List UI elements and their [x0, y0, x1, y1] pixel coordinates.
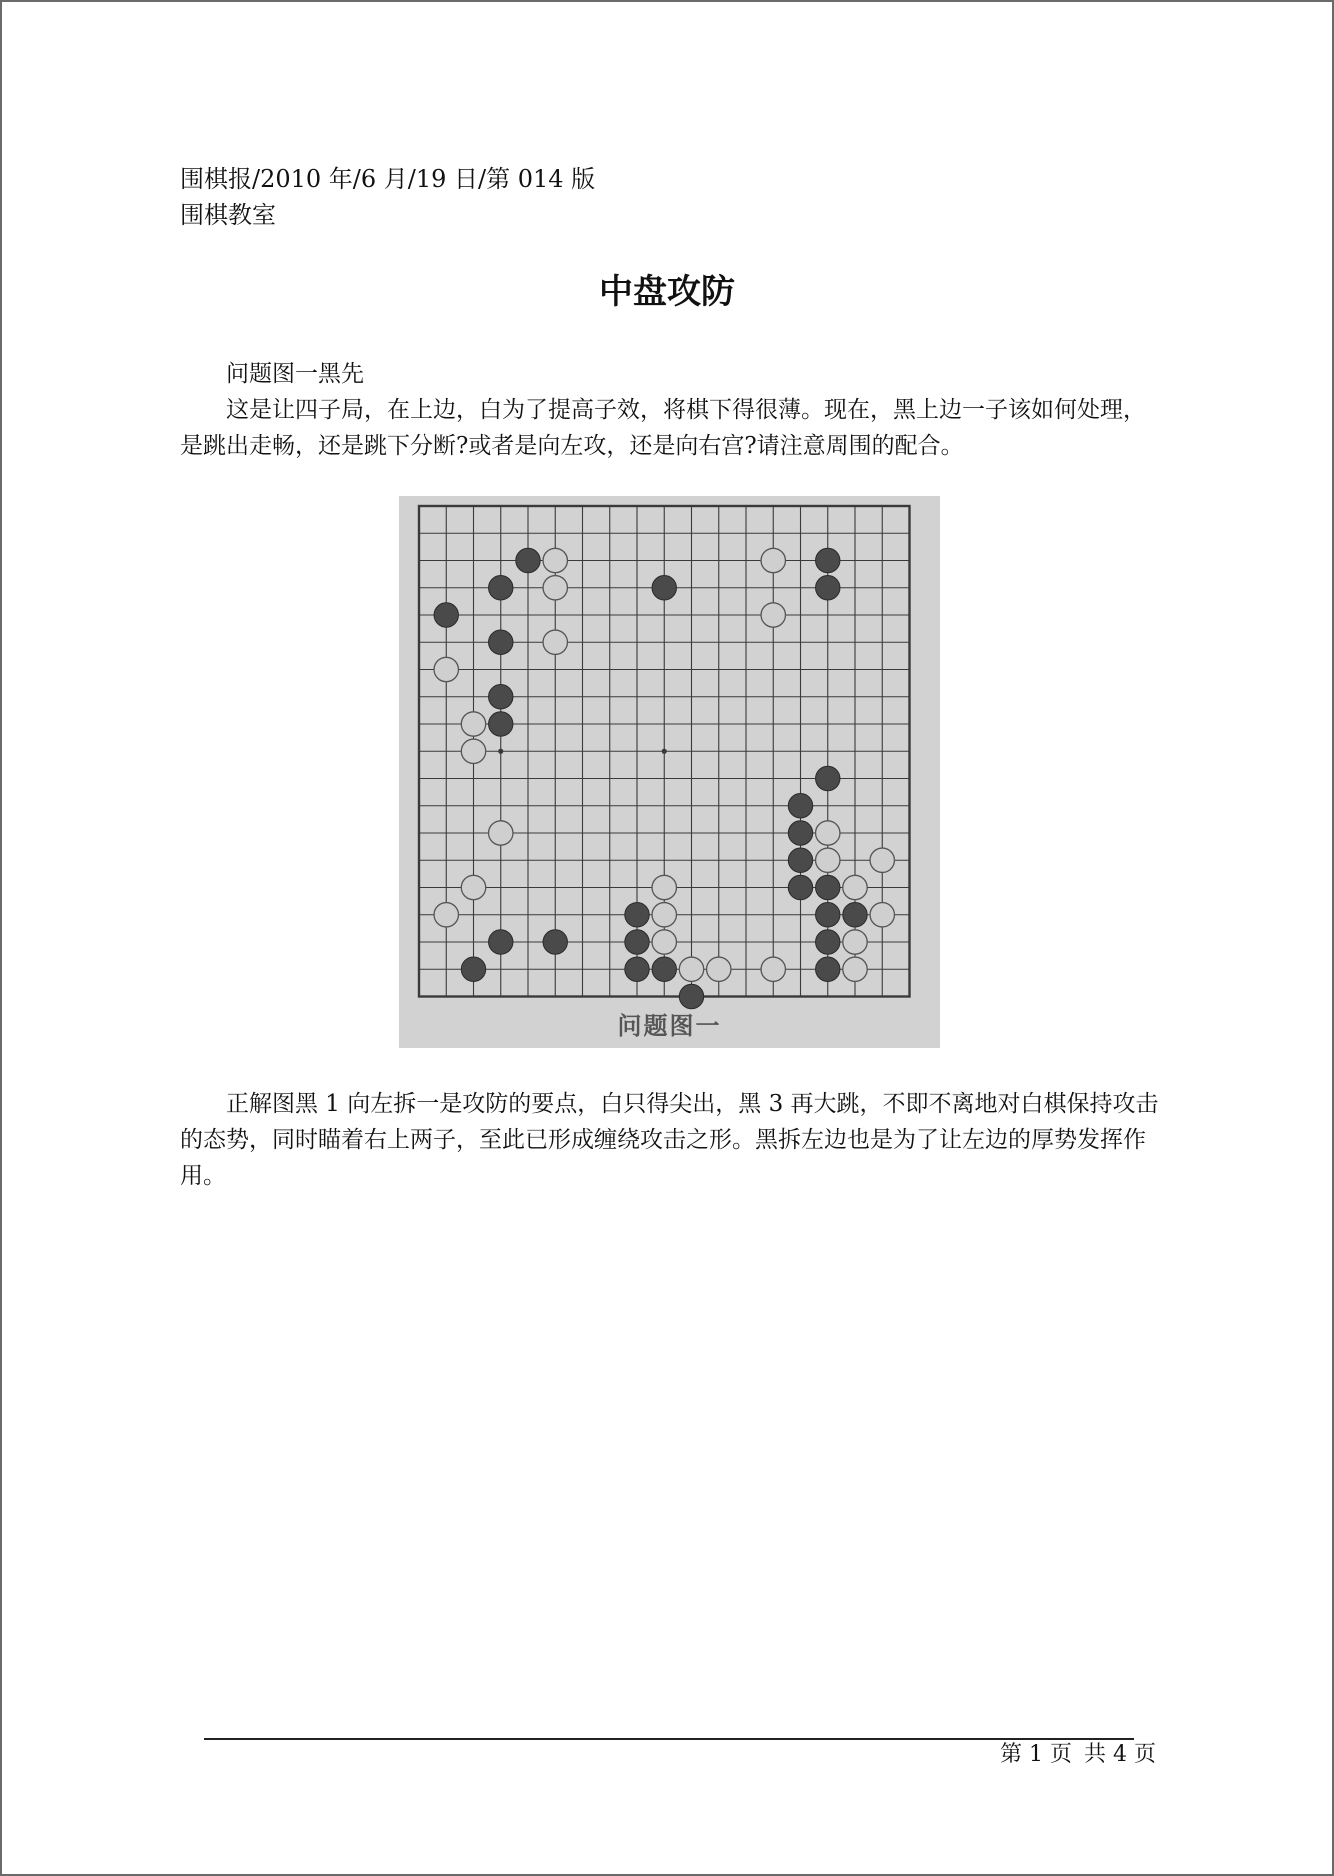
- question-label: [180, 356, 1160, 392]
- question-label-text: 问题图一黑先: [226, 361, 364, 387]
- white-stone: [761, 957, 785, 981]
- go-board: [399, 496, 940, 1048]
- page-total: 共 4 页: [1083, 1742, 1156, 1767]
- page-footer: [1000, 1740, 1168, 1770]
- answer-text: 正解图黑 1 向左拆一是攻防的要点，白只得尖出，黑 3 再大跳，不即不离地对白棋保持攻击的态势，同时瞄着右上两子，至此已形成缠绕攻击之形。黑拆左边也是为了让左边的厚势发挥作用。: [180, 1091, 1159, 1189]
- white-stone: [816, 848, 840, 872]
- black-stone: [816, 548, 840, 572]
- article-title: 中盘攻防: [599, 272, 735, 312]
- black-stone: [816, 903, 840, 927]
- black-stone: [489, 630, 513, 654]
- black-stone: [788, 821, 812, 845]
- black-stone: [816, 930, 840, 954]
- black-stone: [516, 548, 540, 572]
- white-stone: [543, 630, 567, 654]
- answer-paragraph: [180, 1086, 1160, 1194]
- black-stone: [434, 603, 458, 627]
- source-line: 围棋报/2010 年/6 月/19 日/第 014 版: [180, 165, 596, 193]
- star-point: [662, 749, 667, 754]
- white-stone: [652, 903, 676, 927]
- footer-divider: [204, 1738, 1134, 1740]
- white-stone: [434, 657, 458, 681]
- black-stone: [816, 766, 840, 790]
- black-stone: [625, 930, 649, 954]
- go-diagram-figure: [399, 496, 940, 1048]
- white-stone: [816, 821, 840, 845]
- black-stone: [489, 685, 513, 709]
- black-stone: [489, 712, 513, 736]
- white-stone: [543, 576, 567, 600]
- white-stone: [707, 957, 731, 981]
- white-stone: [843, 930, 867, 954]
- black-stone: [788, 794, 812, 818]
- white-stone: [489, 821, 513, 845]
- black-stone: [788, 875, 812, 899]
- black-stone: [816, 576, 840, 600]
- white-stone: [761, 603, 785, 627]
- black-stone: [652, 957, 676, 981]
- white-stone: [652, 875, 676, 899]
- white-stone: [461, 712, 485, 736]
- black-stone: [625, 957, 649, 981]
- white-stone: [761, 548, 785, 572]
- black-stone: [652, 576, 676, 600]
- question-text: 这是让四子局，在上边，白为了提高子效，将棋下得很薄。现在，黑上边一子该如何处理，是跳出走畅，还是跳下分断?或者是向左攻，还是向右宫?请注意周围的配合。: [180, 397, 1146, 459]
- black-stone: [816, 875, 840, 899]
- white-stone: [461, 875, 485, 899]
- black-stone: [625, 903, 649, 927]
- white-stone: [543, 548, 567, 572]
- black-stone: [843, 903, 867, 927]
- white-stone: [843, 957, 867, 981]
- white-stone: [679, 957, 703, 981]
- column-name: 围棋教室: [180, 201, 276, 229]
- black-stone: [489, 576, 513, 600]
- black-stone: [461, 957, 485, 981]
- black-stone: [788, 848, 812, 872]
- black-stone: [816, 957, 840, 981]
- white-stone: [434, 903, 458, 927]
- white-stone: [652, 930, 676, 954]
- white-stone: [461, 739, 485, 763]
- page-number: 第 1 页: [1000, 1742, 1072, 1767]
- question-paragraph: [180, 392, 1160, 464]
- white-stone: [870, 848, 894, 872]
- white-stone: [870, 903, 894, 927]
- black-stone: [543, 930, 567, 954]
- black-stone: [489, 930, 513, 954]
- figure-caption: 问题图一: [617, 1012, 722, 1040]
- star-point: [498, 749, 503, 754]
- white-stone: [843, 875, 867, 899]
